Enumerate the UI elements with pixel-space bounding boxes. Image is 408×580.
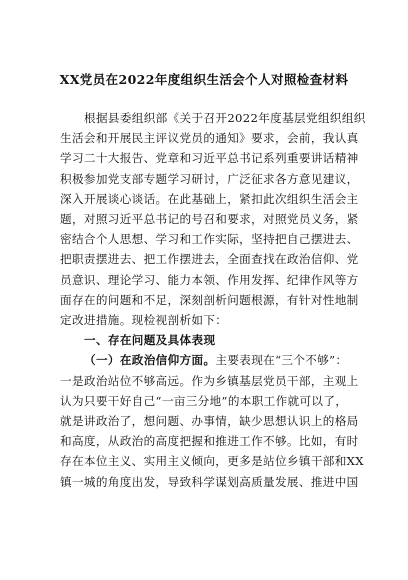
paragraph-line: 定改进措施。现检视剖析如下： <box>60 313 228 328</box>
section-heading: 一、存在问题及具体表现 <box>84 333 216 348</box>
subsection-lead: 主要表现在“三个不够”： <box>215 353 348 368</box>
paragraph-line: 存在本位主义、实用主义倾向，更多是站位乡镇干部和XX <box>60 454 364 469</box>
paragraph-line: 员意识、理论学习、能力本领、作用发挥、纪律作风等方 <box>60 272 359 287</box>
paragraph-line: 根据县委组织部《关于召开2022年度基层党组织组织 <box>84 111 366 125</box>
paragraph-line: 面存在的问题和不足，深刻剖析问题根源，有针对性地制 <box>60 292 359 307</box>
subsection-heading: （一）在政治信仰方面。 <box>84 353 216 368</box>
paragraph-line: 题，对照习近平总书记的号召和要求，对照党员义务，紧 <box>60 212 359 227</box>
paragraph-line: 深入开展谈心谈话。在此基础上，紧扣此次组织生活会主 <box>60 191 359 206</box>
paragraph-line: 镇一城的角度出发，导致科学谋划高质量发展、推进中国 <box>60 474 359 489</box>
paragraph-line: 密结合个人思想、学习和工作实际，坚持把自己摆进去、 <box>60 232 359 247</box>
subsection-line <box>60 350 360 370</box>
paragraph-line: 生活会和开展民主评议党员的通知》要求，会前，我认真 <box>60 131 359 146</box>
paragraph-line: 认为只要干好自己“一亩三分地”的本职工作就可以了， <box>60 393 348 408</box>
paragraph-line: 学习二十大报告、党章和习近平总书记系列重要讲话精神 <box>60 151 359 166</box>
document-title: XX党员在2022年度组织生活会个人对照检查材料 <box>59 72 349 87</box>
paragraph-line: 一是政治站位不够高远。作为乡镇基层党员干部，主观上 <box>60 373 359 388</box>
paragraph-line: 积极参加党支部专题学习研讨，广泛征求各方意见建议， <box>60 171 359 186</box>
paragraph-line: 把职责摆进去、把工作摆进去，全面查找在政治信仰、党 <box>60 252 359 267</box>
paragraph-line: 就是讲政治了，想问题、办事情，缺少思想认识上的格局 <box>60 414 359 429</box>
paragraph-line: 和高度，从政治的高度把握和推进工作不够。比如，有时 <box>60 434 359 449</box>
document-body <box>60 108 366 492</box>
